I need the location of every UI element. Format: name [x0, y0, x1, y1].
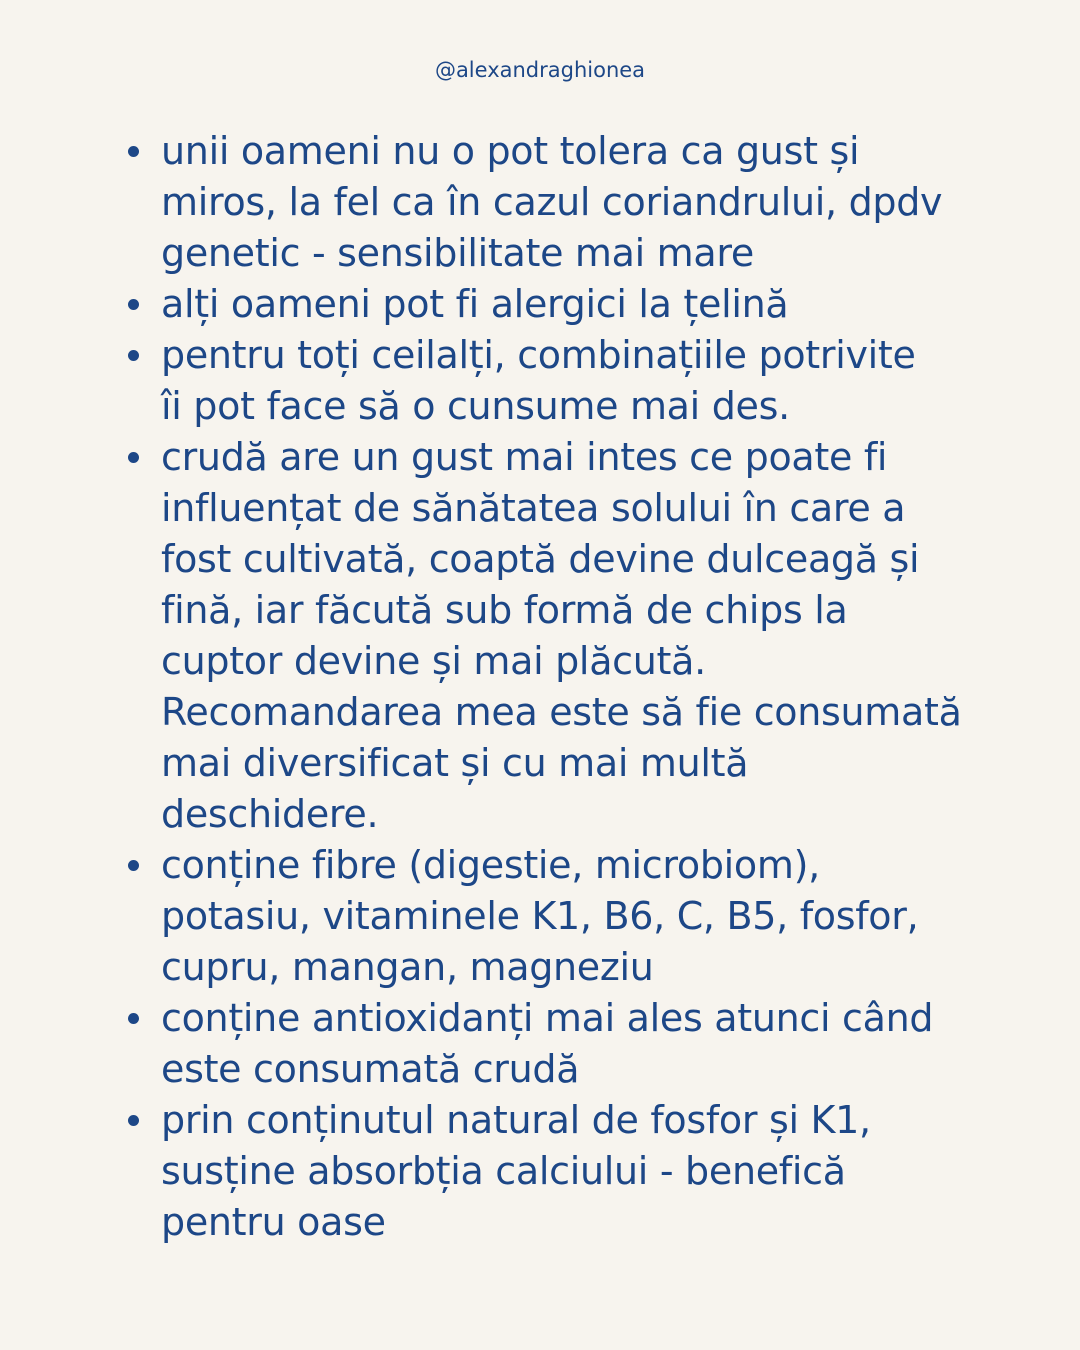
- list-item: [118, 840, 988, 993]
- list-item-line: fină, iar făcută sub formă de chips la: [161, 588, 848, 632]
- author-handle: @alexandraghionea: [434, 58, 646, 82]
- bullet-dot-icon: [128, 1013, 139, 1024]
- list-item-line: pentru oase: [161, 1200, 386, 1244]
- bullet-dot-icon: [128, 452, 139, 463]
- list-item-line: cupru, mangan, magneziu: [161, 945, 654, 989]
- list-item-line: deschidere.: [161, 792, 379, 836]
- list-item: [118, 126, 988, 279]
- list-item: [118, 993, 988, 1095]
- list-item-line: influențat de sănătatea solului în care a: [161, 486, 906, 530]
- list-item: [118, 1095, 988, 1248]
- list-item-line: genetic - sensibilitate mai mare: [161, 231, 754, 275]
- list-item-line: fost cultivată, coaptă devine dulceagă și: [161, 537, 920, 581]
- bullet-dot-icon: [128, 350, 139, 361]
- list-item-line: este consumată crudă: [161, 1047, 580, 1091]
- list-item-line: îi pot face să o cunsume mai des.: [161, 384, 790, 428]
- list-item-line: susține absorbția calciului - benefică: [161, 1149, 846, 1193]
- list-item-line: potasiu, vitaminele K1, B6, C, B5, fosfor,: [161, 894, 919, 938]
- list-item-line: Recomandarea mea este să fie consumată: [161, 690, 962, 734]
- list-item: [118, 279, 988, 330]
- list-item: [118, 330, 988, 432]
- list-item-line: miros, la fel ca în cazul coriandrului, dpdv: [161, 180, 943, 224]
- list-item-line: unii oameni nu o pot tolera ca gust și: [161, 129, 860, 173]
- list-item-line: conține antioxidanți mai ales atunci când: [161, 996, 934, 1040]
- bullet-dot-icon: [128, 146, 139, 157]
- list-item-line: mai diversificat și cu mai multă: [161, 741, 749, 785]
- list-item: [118, 432, 988, 840]
- list-item-line: crudă are un gust mai intes ce poate fi: [161, 435, 888, 479]
- bullet-dot-icon: [128, 1115, 139, 1126]
- list-item-line: prin conținutul natural de fosfor și K1,: [161, 1098, 871, 1142]
- list-item-line: alți oameni pot fi alergici la țelină: [161, 282, 789, 326]
- bullet-dot-icon: [128, 299, 139, 310]
- list-item-line: conține fibre (digestie, microbiom),: [161, 843, 820, 887]
- bullet-list: [118, 126, 988, 1248]
- bullet-dot-icon: [128, 860, 139, 871]
- list-item-line: cuptor devine și mai plăcută.: [161, 639, 706, 683]
- list-item-line: pentru toți ceilalți, combinațiile potrivite: [161, 333, 916, 377]
